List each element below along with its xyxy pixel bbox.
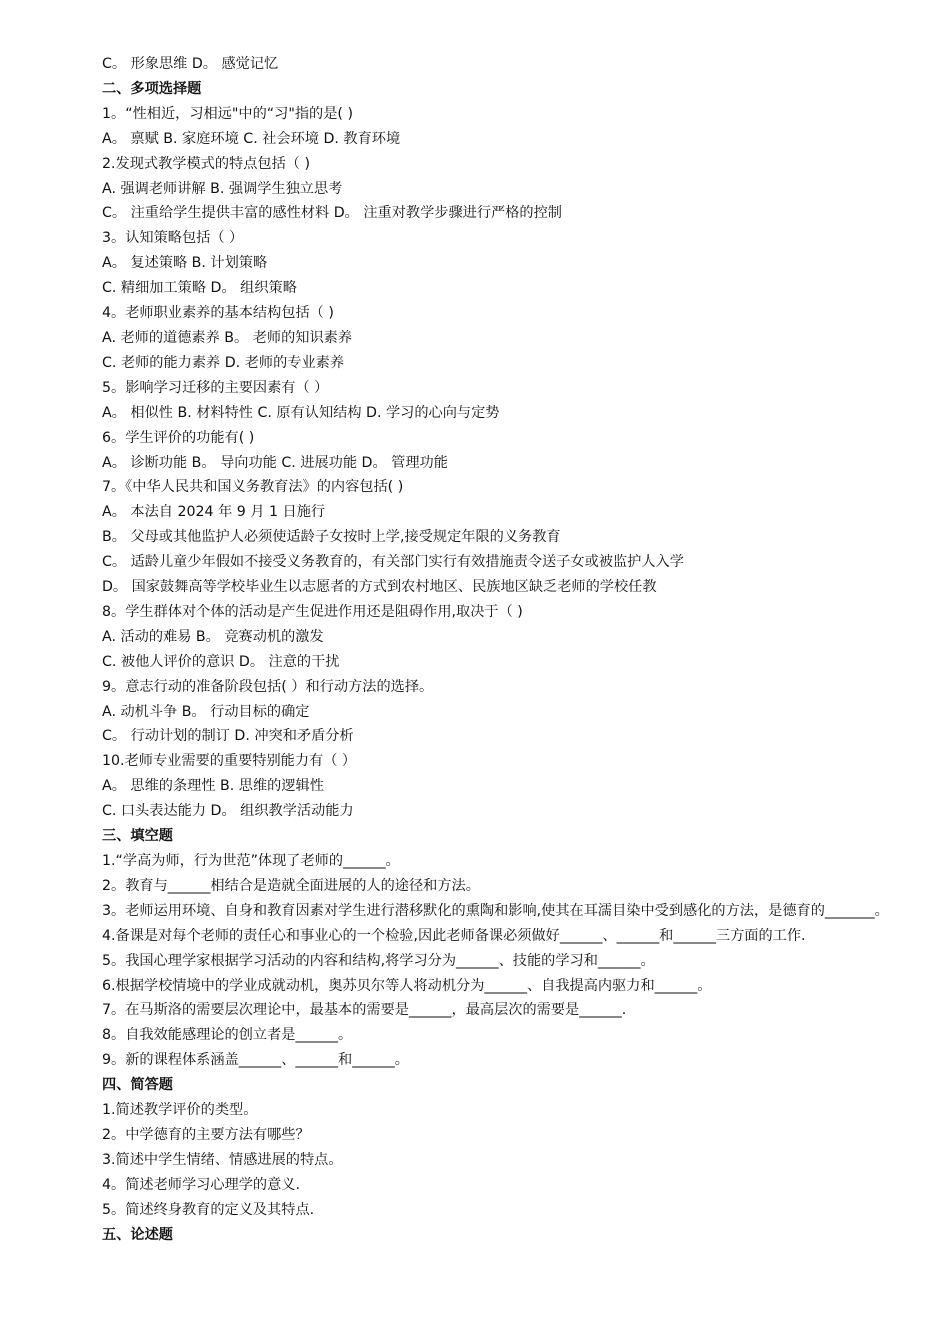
text-line: 5。我国心理学家根据学习活动的内容和结构,将学习分为______、技能的学习和______。 xyxy=(102,952,655,969)
text-line: A。 复述策略 B. 计划策略 xyxy=(102,255,268,272)
text-line: 8。学生群体对个体的活动是产生促进作用还是阻碍作用,取决于（ ) xyxy=(102,603,523,620)
text-line: 4。老师职业素养的基本结构包括（ ) xyxy=(102,305,334,322)
section-heading: 五、论述题 xyxy=(102,1226,173,1243)
text-line: A。 禀赋 B. 家庭环境 C. 社会环境 D. 教育环境 xyxy=(102,130,401,147)
text-line: 6。学生评价的功能有( ) xyxy=(102,429,255,446)
text-line: B。 父母或其他监护人必须使适龄子女按时上学,接受规定年限的义务教育 xyxy=(102,529,561,546)
text-line: A. 活动的难易 B。 竞赛动机的激发 xyxy=(102,628,324,645)
text-line: 8。自我效能感理论的创立者是______。 xyxy=(102,1027,353,1044)
text-line: 1.“学高为师，行为世范”体现了老师的______。 xyxy=(102,853,400,869)
text-line: 3。老师运用环境、自身和教育因素对学生进行潜移默化的熏陶和影响,使其在耳濡目染中受到感化的方法，是德育的_______。 xyxy=(102,902,889,919)
section-heading: 三、填空题 xyxy=(102,828,173,845)
text-line: D。 国家鼓舞高等学校毕业生以志愿者的方式到农村地区、民族地区缺乏老师的学校任教 xyxy=(102,579,657,596)
text-line: C. 精细加工策略 D。 组织策略 xyxy=(102,280,297,297)
text-line: A. 动机斗争 B。 行动目标的确定 xyxy=(102,703,310,720)
text-line: C。 行动计划的制订 D. 冲突和矛盾分析 xyxy=(102,728,354,745)
text-line: 6.根据学校情境中的学业成就动机，奥苏贝尔等人将动机分为______、自我提高内驱力和______。 xyxy=(102,977,712,994)
text-line: A。 本法自 2024 年 9 月 1 日施行 xyxy=(102,504,326,521)
text-line: C。 注重给学生提供丰富的感性材料 D。 注重对教学步骤进行严格的控制 xyxy=(102,205,562,222)
text-line: 5。简述终身教育的定义及其特点. xyxy=(102,1201,315,1218)
text-line: 10.老师专业需要的重要特别能力有（ ） xyxy=(102,753,357,770)
text-line: 3.简述中学生情绪、情感进展的特点。 xyxy=(102,1151,343,1168)
text-line: 9。新的课程体系涵盖______、______和______。 xyxy=(102,1052,409,1069)
text-line: A. 强调老师讲解 B. 强调学生独立思考 xyxy=(102,180,343,197)
document-page xyxy=(68,52,896,1248)
text-line: A。 思维的条理性 B. 思维的逻辑性 xyxy=(102,778,324,795)
text-line: 2。教育与______相结合是造就全面进展的人的途径和方法。 xyxy=(102,877,480,894)
text-line: 2.发现式教学模式的特点包括（ ) xyxy=(102,155,311,172)
text-line: 3。认知策略包括（ ） xyxy=(102,230,244,247)
text-line: 4.备课是对每个老师的责任心和事业心的一个检验,因此老师备课必须做好______、______和______三方面的工作. xyxy=(102,927,806,944)
text-line: 2。中学德育的主要方法有哪些？ xyxy=(102,1126,310,1143)
text-line: C。 适龄儿童少年假如不接受义务教育的，有关部门实行有效措施责令送子女或被监护人入学 xyxy=(102,554,684,571)
text-line: 4。简述老师学习心理学的意义. xyxy=(102,1176,300,1193)
text-line: A. 老师的道德素养 B。 老师的知识素养 xyxy=(102,329,353,346)
text-line: C. 老师的能力素养 D. 老师的专业素养 xyxy=(102,354,345,371)
text-line: A。 诊断功能 B。 导向功能 C. 进展功能 D。 管理功能 xyxy=(102,454,448,471)
text-line: 1.简述教学评价的类型。 xyxy=(102,1102,258,1119)
section-heading: 二、多项选择题 xyxy=(102,80,202,97)
text-line: A。 相似性 B. 材料特性 C. 原有认知结构 D. 学习的心向与定势 xyxy=(102,404,500,421)
text-line: 7。《中华人民共和国义务教育法》的内容包括( ) xyxy=(102,479,404,496)
text-line: C. 口头表达能力 D。 组织教学活动能力 xyxy=(102,803,354,820)
text-line: 5。影响学习迁移的主要因素有（ ） xyxy=(102,379,329,396)
text-line: 1。“性相近，习相远"中的“习"指的是( ) xyxy=(102,105,353,122)
text-line: 9。意志行动的准备阶段包括( ）和行动方法的选择。 xyxy=(102,678,434,695)
text-line: C。 形象思维 D。 感觉记忆 xyxy=(102,56,279,72)
text-line: 7。在马斯洛的需要层次理论中，最基本的需要是______，最高层次的需要是______. xyxy=(102,1002,627,1019)
section-heading: 四、简答题 xyxy=(102,1077,173,1094)
text-line: C. 被他人评价的意识 D。 注意的干扰 xyxy=(102,653,340,670)
